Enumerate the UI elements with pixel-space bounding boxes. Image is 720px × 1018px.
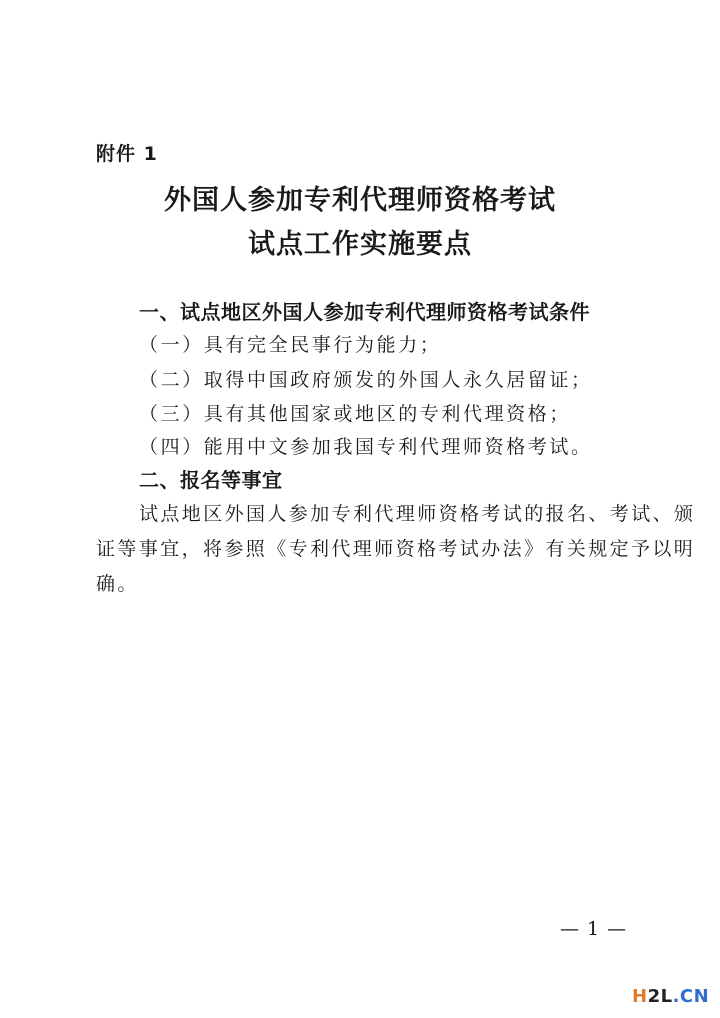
paragraph-line: 试点地区外国人参加专利代理师资格考试的报名、考试、颁 — [139, 503, 696, 525]
page-number: — 1 — — [560, 918, 628, 940]
section-heading-registration: 二、报名等事宜 — [139, 468, 283, 492]
watermark-part: H — [632, 986, 648, 1007]
section-heading-conditions: 一、试点地区外国人参加专利代理师资格考试条件 — [139, 300, 590, 324]
paragraph-line: 确。 — [96, 573, 139, 595]
attachment-label: 附件 1 — [96, 143, 158, 165]
watermark-part: .CN — [672, 986, 710, 1007]
condition-item: （四）能用中文参加我国专利代理师资格考试。 — [139, 436, 593, 458]
paragraph-line: 证等事宜，将参照《专利代理师资格考试办法》有关规定予以明 — [96, 538, 696, 560]
condition-item: （三）具有其他国家或地区的专利代理资格； — [139, 403, 572, 425]
condition-item: （一）具有完全民事行为能力； — [139, 334, 442, 356]
document-title-line-1: 外国人参加专利代理师资格考试 — [164, 185, 556, 216]
condition-item: （二）取得中国政府颁发的外国人永久居留证； — [139, 369, 593, 391]
document-title-line-2: 试点工作实施要点 — [248, 229, 472, 260]
watermark-part: 2L — [647, 986, 673, 1007]
site-watermark-logo — [632, 986, 709, 1007]
